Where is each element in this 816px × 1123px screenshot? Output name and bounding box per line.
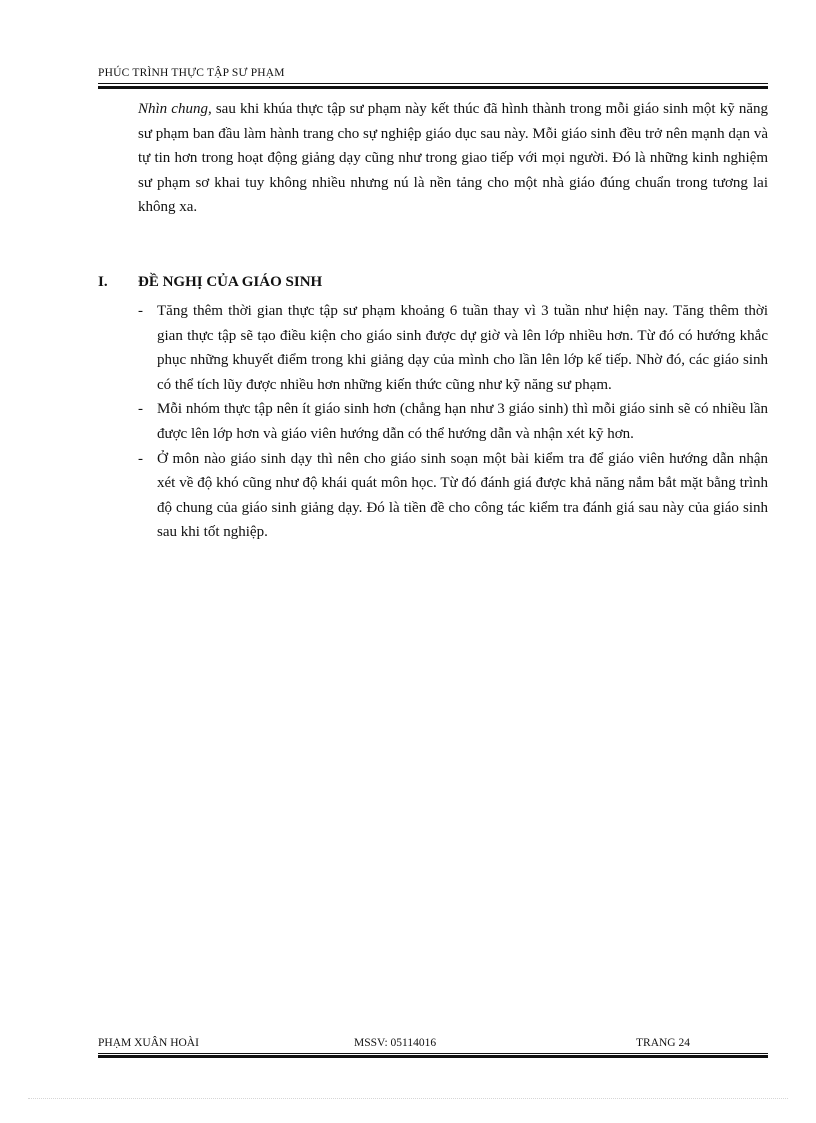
intro-paragraph — [138, 97, 768, 220]
section-title: ĐỀ NGHỊ CỦA GIÁO SINH — [138, 274, 323, 290]
list-item — [138, 447, 768, 545]
intro-lead: Nhìn chung — [138, 101, 208, 117]
header-rule-thick — [98, 86, 768, 89]
section-number: I. — [98, 274, 108, 290]
list-bullet: - — [138, 401, 143, 418]
page-header: PHÚC TRÌNH THỰC TẬP SƯ PHẠM — [98, 67, 285, 79]
list-bullet: - — [138, 303, 143, 319]
intro-text: , sau khi khúa thực tập sư phạm này kết thúc đã hình thành trong mỗi giáo sinh một kỹ năng sư phạm ban đầu làm hành trang cho sự nghiệp giáo dục sau này. Mỗi giáo sinh đều trở nên mạnh dạn và tự tin hơn trong hoạt động giảng dạy cũng như trong giao tiếp với mọi người. Đó là những kinh nghiệm sư phạm sơ khai tuy không nhiều nhưng nú là nền tảng cho một nhà giáo đúng chuẩn trong tương lai không xa. — [138, 101, 768, 216]
list-item-text: Tăng thêm thời gian thực tập sư phạm khoảng 6 tuần thay vì 3 tuần như hiện nay. Tăng thêm thời gian thực tập sẽ tạo điều kiện cho giáo sinh được dự giờ và lên lớp nhiều hơn. Từ đó có hướng khắc phục những khuyết điểm trong khi giảng dạy của mình cho lần lên lớp kế tiếp. Nhờ đó, các giáo sinh có thể tích lũy được nhiều hơn những kiến thức cũng như kỹ năng sư phạm. — [157, 303, 768, 393]
footer-page-number: TRANG 24 — [636, 1037, 690, 1049]
list-item-text: Ở môn nào giáo sinh dạy thì nên cho giáo sinh soạn một bài kiểm tra để giáo viên hướng dẫn nhận xét về độ khó cũng như độ khái quát môn học. Từ đó đánh giá được khả năng nắm bắt mặt bằng trình độ chung của giáo sinh giảng dạy. Đó là tiền đề cho công tác kiểm tra đánh giá sau này của giáo sinh sau khi tốt nghiệp. — [157, 450, 768, 541]
list-item-text: Mỗi nhóm thực tập nên ít giáo sinh hơn (chẳng hạn như 3 giáo sinh) thì mỗi giáo sinh sẽ có nhiều lần được lên lớp hơn và giáo viên hướng dẫn có thể hướng dẫn và nhận xét kỹ hơn. — [157, 401, 768, 442]
list-bullet: - — [138, 450, 143, 467]
header-rule-thin — [98, 83, 768, 84]
list-item — [138, 397, 768, 446]
footer-author: PHẠM XUÂN HOÀI — [98, 1037, 199, 1049]
proposal-list — [138, 299, 768, 545]
footer-rule-thin — [98, 1053, 768, 1054]
page-edge-dotted-line — [28, 1098, 788, 1099]
footer-rule-thick — [98, 1055, 768, 1058]
page-footer — [98, 1037, 768, 1053]
footer-student-id: MSSV: 05114016 — [354, 1037, 437, 1049]
list-item — [138, 299, 768, 397]
